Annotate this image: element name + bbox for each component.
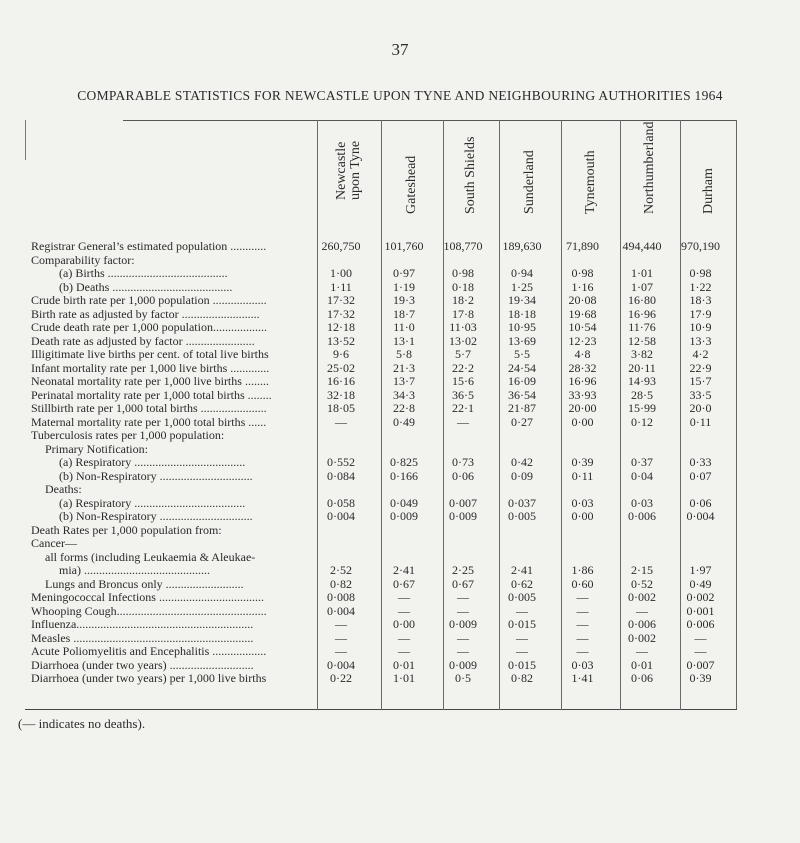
table-cell: 22·8	[393, 401, 415, 415]
table-cell: 0·002	[686, 590, 715, 604]
table-cell: —	[516, 630, 528, 645]
table-cell: 4·2	[692, 347, 709, 361]
table-cell: —	[335, 617, 347, 631]
row-label: Measles ............................................................	[31, 631, 254, 645]
table-row	[25, 591, 737, 605]
table-cell: 0·015	[508, 657, 536, 672]
row-label: (b) Non-Respiratory ...............................	[59, 510, 253, 523]
page-title: COMPARABLE STATISTICS FOR NEWCASTLE UPON TYNE AND NEIGHBOURING AUTHORITIES 1964	[77, 88, 723, 103]
table-row	[25, 429, 737, 443]
table-cell: —	[398, 630, 410, 645]
table-cell: 17·8	[452, 306, 474, 321]
statistics-table	[25, 120, 737, 710]
header-northumberland	[620, 121, 680, 228]
table-row	[25, 416, 737, 430]
table-cell: 0·98	[689, 266, 712, 280]
table-cell: 1·25	[511, 279, 533, 294]
table-cell: —	[576, 590, 589, 604]
table-cell: 1·86	[571, 563, 594, 577]
table-cell: 0·006	[686, 617, 715, 631]
table-row	[25, 632, 737, 646]
table-cell: —	[457, 644, 469, 658]
table-cell: 0·06	[689, 495, 712, 510]
table-row	[25, 308, 737, 322]
row-label: Death Rates per 1,000 population from:	[31, 523, 222, 537]
table-cell: 0·82	[511, 671, 533, 685]
table-cell: 18·2	[452, 293, 474, 307]
table-cell: 189,630	[502, 239, 542, 253]
table-cell: 0·005	[508, 590, 536, 604]
table-cell: 22·1	[452, 401, 474, 415]
table-cell: 12·18	[327, 320, 355, 334]
table-cell: 0·00	[571, 509, 594, 523]
table-cell: 0·07	[689, 468, 712, 483]
table-cell: 0·73	[452, 455, 474, 469]
table-cell: 260,750	[321, 239, 361, 253]
table-cell: 1·97	[689, 563, 712, 577]
table-cell: 0·52	[631, 576, 653, 591]
row-label: Primary Notification:	[45, 442, 148, 456]
table-cell: 1·41	[571, 671, 594, 685]
table-cell: 20·0	[689, 401, 712, 415]
table-cell: 1·01	[631, 266, 653, 280]
table-cell: 32·18	[327, 387, 355, 402]
table-cell: 5·7	[455, 347, 471, 361]
table-cell: 1·16	[571, 279, 594, 294]
column-header-label: Tynemouth	[582, 150, 598, 214]
row-label: Maternal mortality rate per 1,000 total births ......	[31, 415, 267, 429]
table-cell: 18·05	[327, 401, 355, 415]
table-cell: 1·07	[631, 279, 653, 294]
table-cell: 0·049	[390, 495, 418, 510]
table-cell: 0·552	[327, 455, 355, 469]
table-cell: 0·084	[327, 468, 355, 483]
table-cell: 0·009	[390, 509, 418, 523]
row-label: Birth rate as adjusted by factor ..........................	[31, 307, 260, 321]
table-cell: 0·00	[393, 617, 415, 631]
table-cell: 16·96	[568, 374, 597, 388]
table-cell: 13·3	[689, 333, 712, 348]
table-row	[25, 254, 737, 268]
table-cell: 20·08	[568, 293, 597, 307]
table-cell: 970,190	[681, 239, 720, 253]
table-cell: 13·69	[508, 333, 536, 348]
table-cell: 108,770	[443, 239, 483, 253]
table-row	[25, 402, 737, 416]
table-cell: 17·9	[689, 306, 712, 321]
table-cell: 28·5	[631, 387, 653, 402]
table-cell: 18·18	[508, 306, 536, 321]
table-cell: 19·3	[393, 293, 415, 307]
header-gateshead	[381, 130, 443, 228]
table-cell: 71,890	[566, 239, 599, 253]
table-cell: 0·67	[393, 576, 415, 591]
table-row	[25, 551, 737, 565]
table-row	[25, 537, 737, 551]
table-cell: —	[457, 603, 469, 618]
table-cell: 14·93	[628, 374, 656, 388]
table-cell: 0·42	[511, 455, 533, 469]
table-cell: 25·02	[327, 360, 355, 375]
row-label: Death rate as adjusted by factor .......................	[31, 334, 255, 348]
table-cell: 16·80	[628, 293, 656, 307]
table-cell: 0·01	[631, 657, 653, 672]
table-cell: 15·6	[452, 374, 474, 388]
row-label: Diarrhoea (under two years) per 1,000 live births	[31, 672, 267, 685]
table-cell: 19·34	[508, 293, 536, 307]
table-cell: 2·41	[511, 563, 533, 577]
table-cell: 1·11	[330, 279, 352, 294]
table-cell: 0·002	[628, 630, 656, 645]
table-row	[25, 483, 737, 497]
header-sunderland	[499, 130, 561, 228]
table-cell: 0·39	[689, 671, 712, 685]
table-cell: —	[335, 414, 347, 429]
table-cell: 0·94	[511, 266, 533, 280]
table-cell: 13·7	[393, 374, 415, 388]
table-cell: 0·39	[571, 455, 594, 469]
table-cell: 0·00	[571, 414, 594, 429]
row-label: Crude birth rate per 1,000 population ..................	[31, 294, 267, 307]
table-cell: 10·54	[568, 320, 597, 334]
row-label: Acute Poliomyelitis and Encephalitis ..................	[31, 645, 267, 658]
table-cell: 20·00	[568, 401, 597, 415]
table-cell: —	[457, 590, 469, 604]
table-cell: 15·7	[689, 374, 712, 388]
table-cell: —	[516, 644, 528, 658]
table-row	[25, 335, 737, 349]
header-tynemouth	[561, 130, 620, 228]
table-row	[25, 524, 737, 538]
table-cell: 11·03	[449, 320, 477, 334]
table-cell: 1·22	[689, 279, 712, 294]
table-cell: —	[457, 414, 469, 429]
table-cell: —	[335, 644, 347, 658]
table-cell: 2·25	[452, 563, 474, 577]
table-cell: 34·3	[393, 387, 415, 402]
table-cell: —	[516, 603, 528, 618]
row-label: (b) Deaths ........................................	[59, 280, 233, 294]
row-label: Crude death rate per 1,000 population..................	[31, 321, 267, 334]
table-cell: 0·009	[449, 657, 477, 672]
table-cell: 13·1	[393, 333, 415, 348]
table-cell: 36·5	[452, 387, 474, 402]
table-cell: 0·09	[511, 468, 533, 483]
row-label: Stillbirth rate per 1,000 total births ......................	[31, 402, 267, 415]
table-cell: 0·03	[571, 495, 594, 510]
table-cell: —	[398, 644, 410, 658]
table-cell: 16·16	[327, 374, 355, 388]
row-label: (b) Non-Respiratory ...............................	[59, 469, 253, 483]
row-label: (a) Births ........................................	[59, 267, 228, 280]
table-cell: 12·23	[568, 333, 597, 348]
table-cell: 0·004	[686, 509, 715, 523]
table-cell: 33·93	[568, 387, 597, 402]
table-cell: 0·001	[686, 603, 715, 618]
table-cell: 1·00	[330, 266, 352, 280]
table-cell: 0·98	[571, 266, 594, 280]
table-cell: —	[636, 603, 648, 618]
table-cell: —	[398, 590, 410, 604]
table-cell: 0·37	[631, 455, 653, 469]
table-cell: 0·009	[449, 509, 477, 523]
table-cell: —	[576, 630, 589, 645]
table-row	[25, 443, 737, 457]
column-header-label: Northumberland	[642, 121, 657, 214]
row-label: Illigitimate live births per cent. of total live births	[31, 348, 269, 361]
table-cell: 2·41	[393, 563, 415, 577]
table-cell: 0·04	[631, 468, 653, 483]
table-row	[25, 375, 737, 389]
column-header-label: Sunderland	[522, 150, 537, 214]
column-header-label: Gateshead	[404, 155, 419, 214]
table-cell: 0·5	[455, 671, 471, 685]
table-cell: 12·58	[628, 333, 656, 348]
table-cell: 0·11	[571, 468, 594, 483]
table-row	[25, 267, 737, 281]
table-cell: 17·32	[327, 293, 355, 307]
page-number: 37	[391, 40, 409, 59]
row-label: Registrar General’s estimated population ............	[31, 240, 267, 253]
table-cell: 18·3	[689, 293, 712, 307]
table-cell: 22·2	[452, 360, 474, 375]
table-cell: 24·54	[508, 360, 536, 375]
table-cell: 0·06	[452, 468, 474, 483]
table-cell: 13·02	[449, 333, 477, 348]
table-cell: 0·06	[631, 671, 653, 685]
header-durham	[680, 130, 737, 228]
table-cell: —	[576, 617, 589, 631]
table-cell: 9·6	[333, 347, 349, 361]
table-cell: 0·49	[689, 576, 712, 591]
row-label: Perinatal mortality rate per 1,000 total births ........	[31, 388, 272, 402]
table-cell: 0·60	[571, 576, 594, 591]
table-cell: 494,440	[622, 239, 662, 253]
header-newcastle	[317, 130, 381, 228]
row-label: Cancer—	[31, 537, 77, 550]
table-cell: 10·9	[689, 320, 712, 334]
table-cell: 0·007	[449, 495, 477, 510]
row-label: Diarrhoea (under two years) ............................	[31, 658, 254, 672]
row-label: Tuberculosis rates per 1,000 population:	[31, 429, 225, 442]
table-cell: 0·008	[327, 590, 355, 604]
table-cell: 101,760	[384, 239, 424, 253]
table-cell: 5·5	[514, 347, 530, 361]
table-cell: 21·87	[508, 401, 536, 415]
row-label: (a) Respiratory .....................................	[59, 496, 246, 510]
table-cell: —	[457, 630, 469, 645]
table-cell: 0·03	[571, 657, 594, 672]
table-cell: 5·8	[396, 347, 412, 361]
table-cell: 0·002	[628, 590, 656, 604]
table-row	[25, 618, 737, 632]
table-row	[25, 456, 737, 470]
table-cell: —	[576, 644, 589, 658]
table-row	[25, 240, 737, 254]
table-row	[25, 294, 737, 308]
row-label: all forms (including Leukaemia & Aleukae-	[45, 550, 256, 564]
row-label: Deaths:	[45, 483, 82, 496]
table-cell: 13·52	[327, 333, 355, 348]
table-cell: 0·825	[390, 455, 418, 469]
table-cell: 22·9	[689, 360, 712, 375]
table-cell: —	[694, 630, 707, 645]
table-cell: 0·33	[689, 455, 712, 469]
table-cell: 0·005	[508, 509, 536, 523]
table-cell: 0·007	[686, 657, 715, 672]
table-cell: 0·12	[631, 414, 653, 429]
table-cell: —	[694, 644, 707, 658]
table-cell: 3·82	[631, 347, 653, 361]
row-label: Comparability factor:	[31, 253, 135, 267]
table-cell: 0·03	[631, 495, 653, 510]
table-cell: 2·52	[330, 563, 352, 577]
table-row	[25, 362, 737, 376]
row-label: Lungs and Broncus only ..........................	[45, 577, 244, 591]
table-cell: 0·62	[511, 576, 533, 591]
row-label: Whooping Cough..................................................	[31, 604, 267, 618]
table-row	[25, 605, 737, 619]
table-cell: 0·058	[327, 495, 355, 510]
row-label: Meningococcal Infections ...................................	[31, 591, 264, 604]
table-cell: 0·49	[393, 414, 415, 429]
table-cell: 19·68	[568, 306, 597, 321]
table-cell: 0·22	[330, 671, 352, 685]
table-cell: 0·015	[508, 617, 536, 631]
table-cell: 33·5	[689, 387, 712, 402]
table-cell: 0·82	[330, 576, 352, 591]
table-row	[25, 645, 737, 659]
table-cell: 1·19	[393, 279, 415, 294]
table-row	[25, 281, 737, 295]
table-cell: 1·01	[393, 671, 415, 685]
table-row	[25, 389, 737, 403]
table-body	[25, 240, 737, 686]
table-cell: 0·11	[689, 414, 712, 429]
column-header-label: South Shields	[463, 136, 478, 214]
table-cell: 18·7	[393, 306, 415, 321]
row-label: Neonatal mortality rate per 1,000 live births ........	[31, 375, 269, 388]
table-cell: 17·32	[327, 306, 355, 321]
table-row	[25, 510, 737, 524]
table-cell: 36·54	[508, 387, 536, 402]
table-cell: —	[335, 630, 347, 645]
row-label: (a) Respiratory .....................................	[59, 456, 246, 469]
table-cell: 2·15	[631, 563, 653, 577]
table-cell: 21·3	[393, 360, 415, 375]
table-cell: 0·27	[511, 414, 533, 429]
table-cell: 0·166	[390, 468, 418, 483]
table-cell: 0·009	[449, 617, 477, 631]
table-cell: 15·99	[628, 401, 656, 415]
table-row	[25, 659, 737, 673]
table-row	[25, 564, 737, 578]
footnote: (— indicates no deaths).	[18, 716, 146, 731]
table-cell: 0·006	[628, 509, 656, 523]
table-cell: 0·18	[452, 279, 474, 294]
table-cell: 0·67	[452, 576, 474, 591]
table-cell: 4·8	[574, 347, 591, 361]
table-cell: 0·98	[452, 266, 474, 280]
column-header-label: Durham	[700, 168, 716, 214]
table-row	[25, 348, 737, 362]
table-cell: 16·96	[628, 306, 656, 321]
table-row	[25, 578, 737, 592]
header-south-shields	[443, 130, 499, 228]
table-cell: —	[576, 603, 589, 618]
table-cell: 11·0	[393, 320, 415, 334]
table-cell: 0·004	[327, 657, 355, 672]
row-label: mia) ..........................................	[59, 564, 210, 577]
table-cell: 20·11	[628, 360, 656, 375]
table-cell: 0·004	[327, 603, 355, 618]
table-cell: 11·76	[628, 320, 656, 334]
row-label: Infant mortality rate per 1,000 live births .............	[31, 361, 270, 375]
table-cell: —	[636, 644, 648, 658]
table-row	[25, 497, 737, 511]
table-cell: 16·09	[508, 374, 536, 388]
column-header-label: Newcastle upon Tyne	[334, 140, 363, 200]
table-cell: 0·97	[393, 266, 415, 280]
table-cell: 0·037	[508, 495, 536, 510]
table-cell: 0·006	[628, 617, 656, 631]
table-row	[25, 672, 737, 686]
table-cell: 0·004	[327, 509, 355, 523]
row-label: Influenza...........................................................	[31, 618, 254, 631]
table-left-edge	[25, 120, 26, 160]
table-cell: 10·95	[508, 320, 536, 334]
table-cell: —	[398, 603, 410, 618]
table-row	[25, 321, 737, 335]
table-cell: 0·01	[393, 657, 415, 672]
table-cell: 28·32	[568, 360, 597, 375]
table-row	[25, 470, 737, 484]
